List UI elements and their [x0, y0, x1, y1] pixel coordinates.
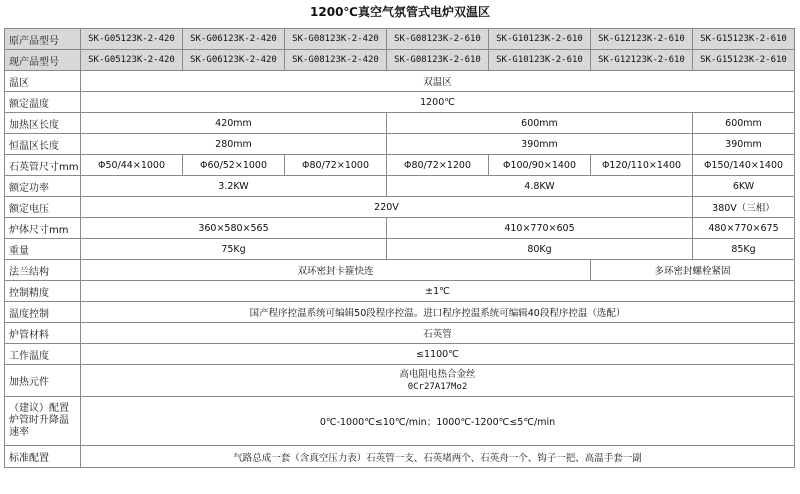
row-original-model	[5, 29, 795, 50]
row-weight	[5, 239, 795, 260]
flange-c: 多环密封螺栓紧固	[591, 260, 795, 281]
row-furnace-size	[5, 218, 795, 239]
row-working-temp	[5, 344, 795, 365]
working-temp-value: ≤1100℃	[81, 344, 795, 365]
row-heating-element	[5, 365, 795, 397]
tube-size-cell: Φ60/52×1000	[183, 155, 285, 176]
weight-c: 85Kg	[693, 239, 795, 260]
row-label: 法兰结构	[5, 260, 81, 281]
row-zone	[5, 71, 795, 92]
row-label: （建议）配置炉管时升降温速率	[5, 397, 81, 446]
heating-element-value	[81, 365, 795, 397]
heating-length-c: 600mm	[693, 113, 795, 134]
row-label: 重量	[5, 239, 81, 260]
model-cell: SK-G10123K-2-610	[489, 50, 591, 71]
model-cell: SK-G08123K-2-610	[387, 50, 489, 71]
spec-table	[4, 28, 795, 468]
row-label: 工作温度	[5, 344, 81, 365]
control-accuracy-value: ±1℃	[81, 281, 795, 302]
constant-length-b: 390mm	[387, 134, 693, 155]
row-label: 额定功率	[5, 176, 81, 197]
table-title: 1200℃真空气氛管式电炉双温区	[310, 5, 490, 19]
rated-voltage-a: 220V	[81, 197, 693, 218]
row-standard-config	[5, 446, 795, 468]
rated-voltage-c: 380V（三相）	[693, 197, 795, 218]
tube-material-value: 石英管	[81, 323, 795, 344]
rated-power-c: 6KW	[693, 176, 795, 197]
row-label: 现产品型号	[5, 50, 81, 71]
row-label: 标准配置	[5, 446, 81, 468]
ramp-rate-value: 0℃-1000℃≤10℃/min；1000℃-1200℃≤5℃/min	[81, 397, 795, 446]
row-label: 额定温度	[5, 92, 81, 113]
row-rated-voltage	[5, 197, 795, 218]
row-flange	[5, 260, 795, 281]
model-cell: SK-G15123K-2-610	[693, 50, 795, 71]
model-cell: SK-G05123K-2-420	[81, 50, 183, 71]
row-label: 温区	[5, 71, 81, 92]
row-label: 加热区长度	[5, 113, 81, 134]
model-cell: SK-G12123K-2-610	[591, 29, 693, 50]
row-label: 控制精度	[5, 281, 81, 302]
constant-length-c: 390mm	[693, 134, 795, 155]
tube-size-cell: Φ100/90×1400	[489, 155, 591, 176]
rated-temp-value: 1200℃	[81, 92, 795, 113]
model-cell: SK-G08123K-2-420	[285, 50, 387, 71]
tube-size-cell: Φ50/44×1000	[81, 155, 183, 176]
zone-value: 双温区	[81, 71, 795, 92]
tube-size-cell: Φ150/140×1400	[693, 155, 795, 176]
furnace-size-b: 410×770×605	[387, 218, 693, 239]
model-cell: SK-G08123K-2-420	[285, 29, 387, 50]
row-temp-control	[5, 302, 795, 323]
heating-element-line1: 高电阻电热合金丝	[399, 368, 476, 380]
flange-a: 双环密封卡箍快连	[81, 260, 591, 281]
rated-power-a: 3.2KW	[81, 176, 387, 197]
model-cell: SK-G12123K-2-610	[591, 50, 693, 71]
row-rated-power	[5, 176, 795, 197]
row-label: 原产品型号	[5, 29, 81, 50]
heating-length-a: 420mm	[81, 113, 387, 134]
row-tube-size	[5, 155, 795, 176]
row-tube-material	[5, 323, 795, 344]
row-label: 恒温区长度	[5, 134, 81, 155]
row-ramp-rate	[5, 397, 795, 446]
row-heating-length	[5, 113, 795, 134]
row-label: 加热元件	[5, 365, 81, 397]
tube-size-cell: Φ80/72×1200	[387, 155, 489, 176]
model-cell: SK-G05123K-2-420	[81, 29, 183, 50]
row-label: 炉管材料	[5, 323, 81, 344]
model-cell: SK-G15123K-2-610	[693, 29, 795, 50]
furnace-size-a: 360×580×565	[81, 218, 387, 239]
standard-config-value: 气路总成一套（含真空压力表）石英管一支、石英堵两个、石英舟一个、钩子一把、高温手套一副	[81, 446, 795, 468]
heating-element-line2: 0Cr27A17Mo2	[407, 381, 468, 392]
constant-length-a: 280mm	[81, 134, 387, 155]
weight-b: 80Kg	[387, 239, 693, 260]
row-label: 额定电压	[5, 197, 81, 218]
model-cell: SK-G06123K-2-420	[183, 50, 285, 71]
weight-a: 75Kg	[81, 239, 387, 260]
tube-size-cell: Φ120/110×1400	[591, 155, 693, 176]
row-label: 石英管尺寸mm	[5, 155, 81, 176]
model-cell: SK-G10123K-2-610	[489, 29, 591, 50]
rated-power-b: 4.8KW	[387, 176, 693, 197]
tube-size-cell: Φ80/72×1000	[285, 155, 387, 176]
model-cell: SK-G08123K-2-610	[387, 29, 489, 50]
model-cell: SK-G06123K-2-420	[183, 29, 285, 50]
row-label: 炉体尺寸mm	[5, 218, 81, 239]
furnace-size-c: 480×770×675	[693, 218, 795, 239]
row-label: 温度控制	[5, 302, 81, 323]
temp-control-value: 国产程序控温系统可编辑50段程序控温。进口程序控温系统可编辑40段程序控温（选配）	[81, 302, 795, 323]
row-control-accuracy	[5, 281, 795, 302]
row-current-model	[5, 50, 795, 71]
row-rated-temp	[5, 92, 795, 113]
row-constant-length	[5, 134, 795, 155]
heating-length-b: 600mm	[387, 113, 693, 134]
